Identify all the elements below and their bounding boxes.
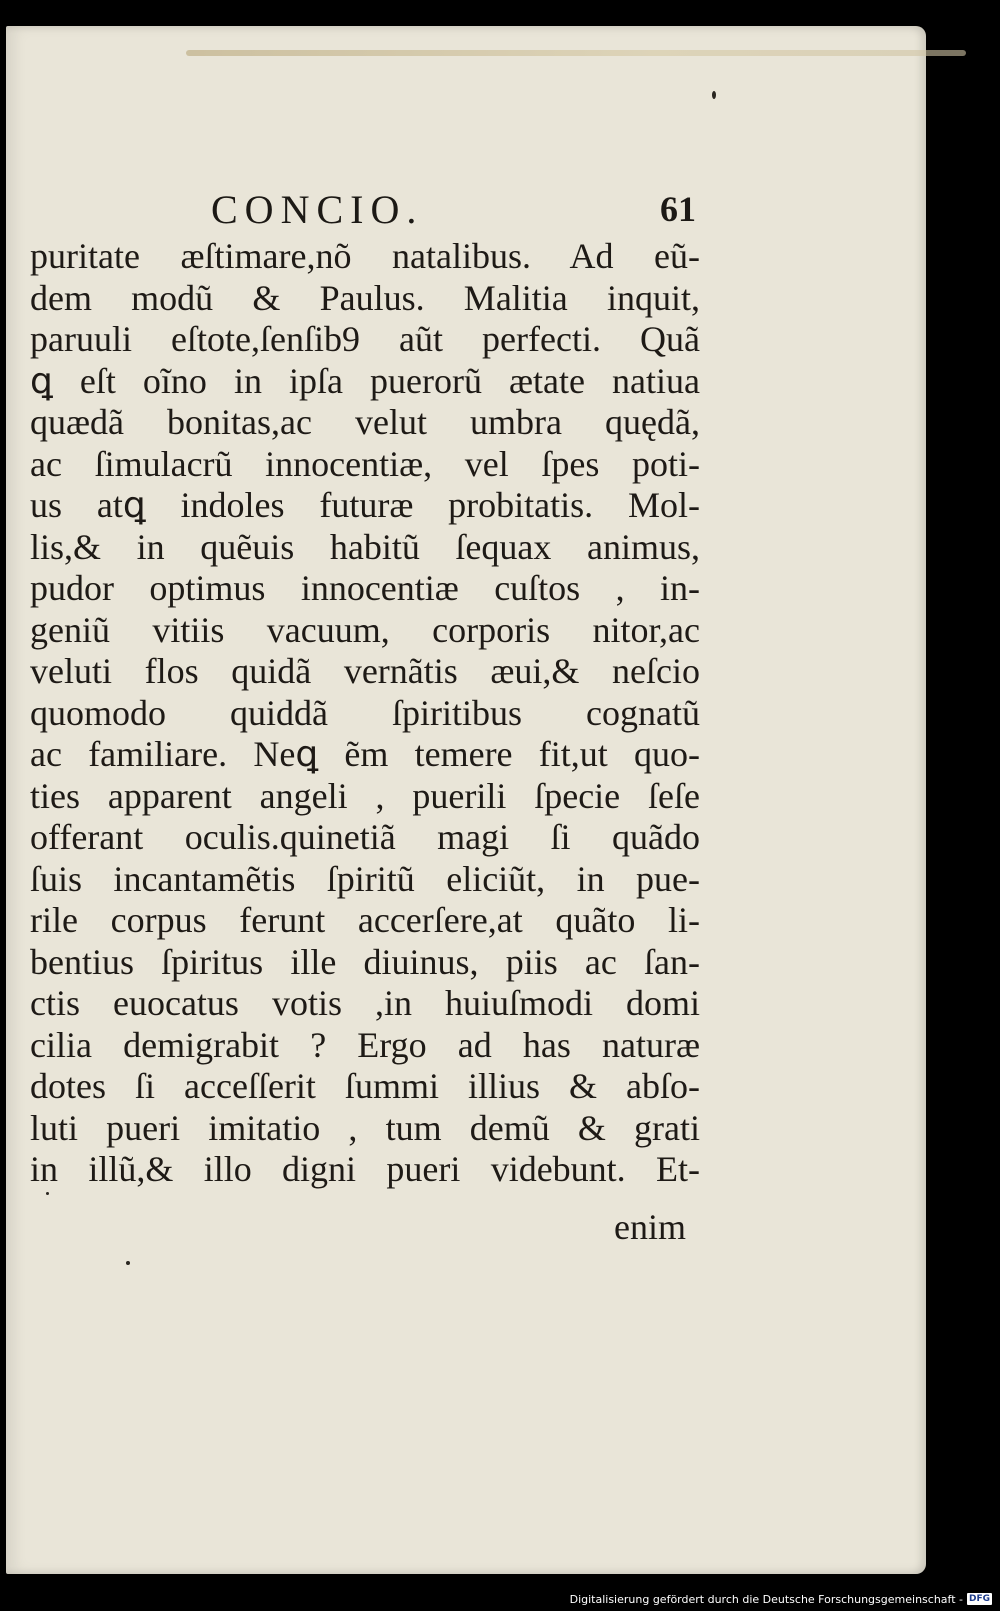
text-line: quomodo quiddã ſpiritibus cognatũ <box>30 692 700 733</box>
digitization-credit <box>570 1591 992 1607</box>
body-text <box>30 236 700 1191</box>
text-line: cilia demigrabit ? Ergo ad has naturæ <box>30 1024 700 1065</box>
text-line: ſuis incantamẽtis ſpiritũ eliciũt, in pue- <box>30 858 700 899</box>
text-line: puritate æſtimare,nõ natalibus. Ad eũ- <box>30 236 700 276</box>
text-line: quædã bonitas,ac velut umbra quędã, <box>30 402 700 442</box>
text-line: us atꝗ indoles futuræ probitatis. Mol- <box>30 485 700 525</box>
text-line: luti pueri imitatio , tum demũ & grati <box>30 1107 700 1148</box>
text-line: ties apparent angeli , puerili ſpecie ſeſe <box>30 775 700 816</box>
text-line: paruuli eſtote,ſenſib9 aũt perfecti. Quã <box>30 319 700 359</box>
text-line: dem modũ & Paulus. Malitia inquit, <box>30 277 700 318</box>
text-line: veluti flos quidã vernãtis æui,& neſcio <box>30 651 700 691</box>
ink-speck <box>46 1192 49 1195</box>
text-line: ctis euocatus votis ,in huiuſmodi domi <box>30 983 700 1023</box>
text-line: dotes ſi acceſſerit ſummi illius & abſo- <box>30 1066 700 1106</box>
credit-text: Digitalisierung gefördert durch die Deutsche Forschungsgemeinschaft - <box>569 1592 963 1606</box>
book-page <box>6 26 926 1574</box>
text-line: bentius ſpiritus ille diuinus, piis ac ſan- <box>30 941 700 982</box>
text-line: ac familiare. Neꝗ ẽm temere fit,ut quo- <box>30 734 700 774</box>
text-line: in illũ,& illo digni pueri videbunt. Et- <box>30 1149 700 1189</box>
text-line: ꝗ eſt oĩno in ipſa puerorũ ætate natiua <box>30 360 700 401</box>
catchword: enim <box>614 1207 686 1247</box>
ink-speck <box>712 91 716 99</box>
text-line: pudor optimus innocentiæ cuſtos , in- <box>30 568 700 608</box>
text-line: offerant oculis.quinetiã magi ſi quãdo <box>30 817 700 857</box>
text-line: rile corpus ferunt accerſere,at quãto li- <box>30 900 700 940</box>
ink-speck <box>126 1261 130 1265</box>
page-top-edge <box>186 50 966 56</box>
dfg-logo: DFG <box>968 1594 990 1604</box>
running-head: CONCIO. <box>211 187 424 232</box>
text-line: lis,& in quẽuis habitũ ſequax animus, <box>30 526 700 567</box>
text-line: geniũ vitiis vacuum, corporis nitor,ac <box>30 609 700 650</box>
text-line: ac ſimulacrũ innocentiæ, vel ſpes poti- <box>30 443 700 484</box>
folio-number: 61 <box>660 189 696 229</box>
